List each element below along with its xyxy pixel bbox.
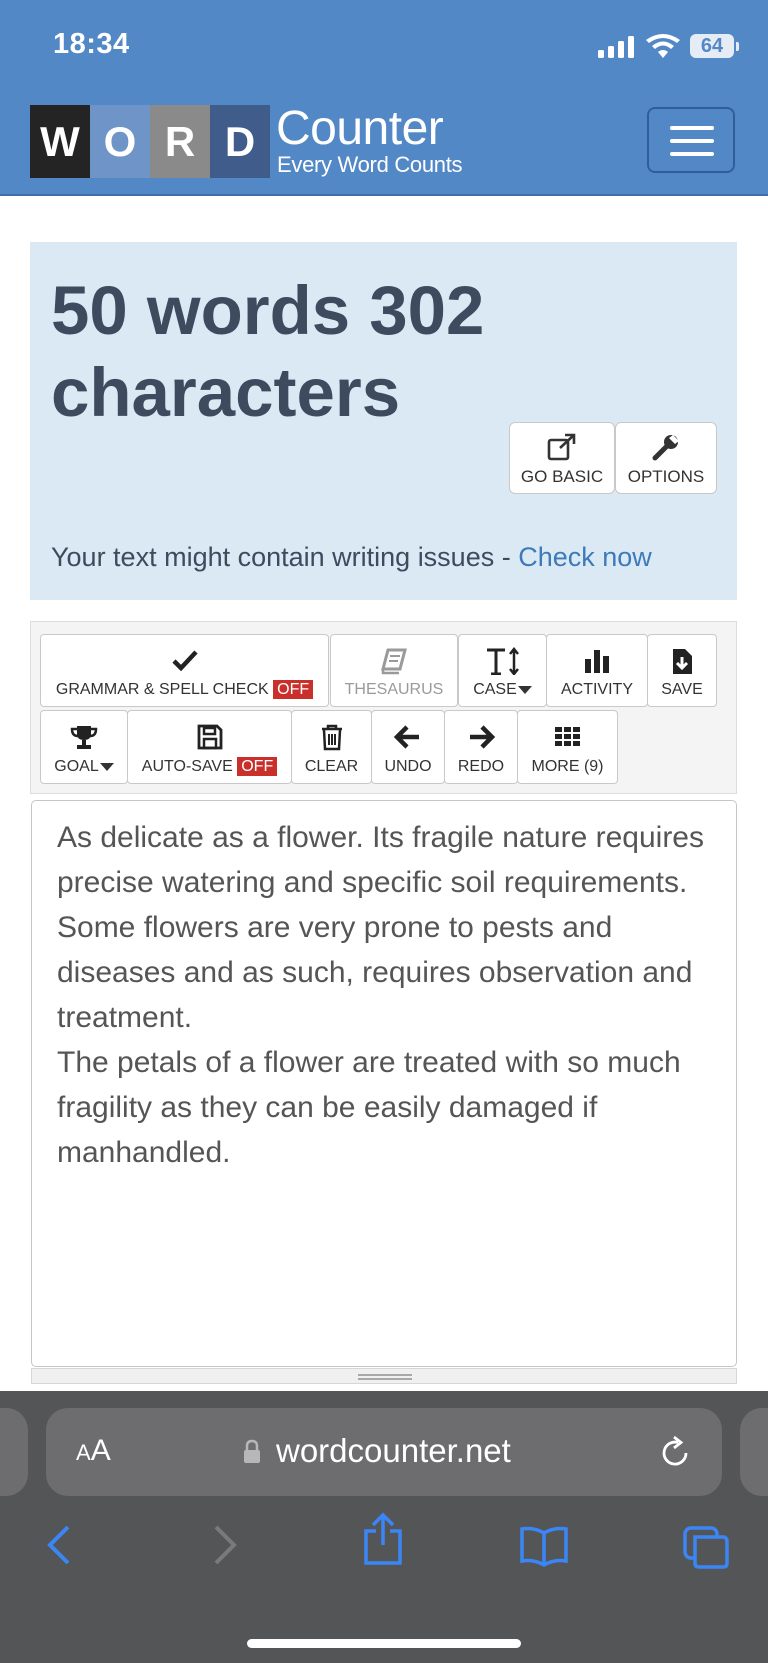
clear-button[interactable]: [291, 710, 372, 784]
wifi-icon: [646, 34, 680, 59]
options-label: OPTIONS: [627, 467, 705, 486]
grid-icon: [553, 723, 583, 751]
menu-icon-bar: [670, 139, 714, 143]
status-time: 18:34: [53, 28, 130, 60]
activity-label: ACTIVITY: [560, 681, 633, 698]
grammar-check-button[interactable]: [40, 634, 329, 707]
logo-letter-d: D: [210, 105, 270, 178]
auto-save-off-badge: OFF: [237, 757, 277, 776]
floppy-disk-icon: [195, 723, 225, 751]
external-link-icon: [547, 433, 577, 461]
case-dropdown-button[interactable]: [458, 634, 547, 707]
logo-letter-o: O: [90, 105, 150, 178]
redo-label: REDO: [457, 758, 505, 775]
browser-toolbar: [0, 1391, 768, 1663]
text-editor[interactable]: [31, 800, 737, 1367]
resize-grip-line: [358, 1378, 412, 1380]
signal-icon: [598, 36, 636, 58]
site-header: [0, 0, 768, 196]
save-button[interactable]: [647, 634, 717, 707]
lock-icon: [242, 1439, 262, 1465]
word-count-title: 50 words 302 characters: [51, 272, 485, 431]
word-count-panel: [30, 242, 737, 600]
battery-tip: [736, 42, 739, 51]
go-basic-label: GO BASIC: [520, 467, 604, 486]
auto-save-label: AUTO-SAVE: [141, 758, 233, 775]
go-basic-button[interactable]: [509, 422, 615, 494]
resize-grip-line: [358, 1374, 412, 1376]
url-text: wordcounter.net: [276, 1432, 511, 1469]
logo-subtitle: Every Word Counts: [277, 152, 463, 177]
hamburger-menu-button[interactable]: [647, 107, 735, 173]
wrench-icon: [651, 433, 681, 461]
auto-save-button[interactable]: [127, 710, 292, 784]
undo-button[interactable]: [371, 710, 445, 784]
reader-options-button[interactable]: [76, 1434, 111, 1468]
thesaurus-button[interactable]: [330, 634, 458, 707]
issues-text: Your text might contain writing issues -: [51, 542, 519, 572]
goal-label: GOAL: [54, 758, 99, 775]
tabs-icon[interactable]: [682, 1525, 730, 1571]
editor-toolbar: [30, 621, 737, 794]
thesaurus-label: THESAURUS: [344, 681, 444, 698]
undo-label: UNDO: [384, 758, 432, 775]
trash-icon: [317, 723, 347, 751]
logo-letter-r: R: [150, 105, 210, 178]
activity-button[interactable]: [546, 634, 648, 707]
clear-label: CLEAR: [304, 758, 359, 775]
previous-tab-preview[interactable]: [0, 1408, 28, 1496]
back-icon[interactable]: [44, 1523, 74, 1567]
menu-icon: [670, 126, 714, 130]
reload-icon[interactable]: [658, 1436, 692, 1470]
arrow-right-icon: [466, 723, 496, 751]
save-label: SAVE: [661, 681, 703, 698]
menu-icon-bar: [670, 152, 714, 156]
options-button[interactable]: [615, 422, 717, 494]
address-bar[interactable]: [46, 1408, 722, 1496]
next-tab-preview[interactable]: [740, 1408, 768, 1496]
case-label: CASE: [473, 681, 517, 698]
logo-letter-w: W: [30, 105, 90, 178]
caret-down-icon: [518, 686, 532, 694]
goal-dropdown-button[interactable]: [40, 710, 128, 784]
aa-large: A: [90, 1434, 111, 1467]
bar-chart-icon: [582, 647, 612, 675]
bookmarks-icon[interactable]: [518, 1525, 570, 1567]
book-icon: [379, 647, 409, 675]
aa-small: A: [76, 1440, 91, 1465]
editor-resize-handle[interactable]: [31, 1368, 737, 1384]
checkmark-icon: [170, 647, 200, 675]
writing-issues-notice: [51, 542, 652, 573]
check-now-link[interactable]: Check now: [518, 542, 652, 572]
more-label: MORE (9): [531, 758, 604, 775]
grammar-label: GRAMMAR & SPELL CHECK: [55, 681, 269, 698]
caret-down-icon: [100, 763, 114, 771]
forward-icon[interactable]: [210, 1523, 240, 1567]
file-download-icon: [667, 647, 697, 675]
home-indicator: [247, 1639, 521, 1648]
logo-title: Counter: [276, 102, 444, 155]
grammar-off-badge: OFF: [273, 680, 313, 699]
text-height-icon: [485, 647, 521, 675]
share-icon[interactable]: [362, 1511, 404, 1567]
more-button[interactable]: [517, 710, 618, 784]
arrow-left-icon: [393, 723, 423, 751]
redo-button[interactable]: [444, 710, 518, 784]
editor-content[interactable]: As delicate as a flower. Its fragile nature requires precise watering and specific soil requirements. Some flowers are very prone to pests and diseases and as such, requires observation and treatment. The petals of a flower are treated with so much fragility as they can be easily damaged if manhandled.: [57, 821, 704, 1169]
trophy-icon: [69, 723, 99, 751]
battery-indicator: 64: [690, 34, 734, 58]
